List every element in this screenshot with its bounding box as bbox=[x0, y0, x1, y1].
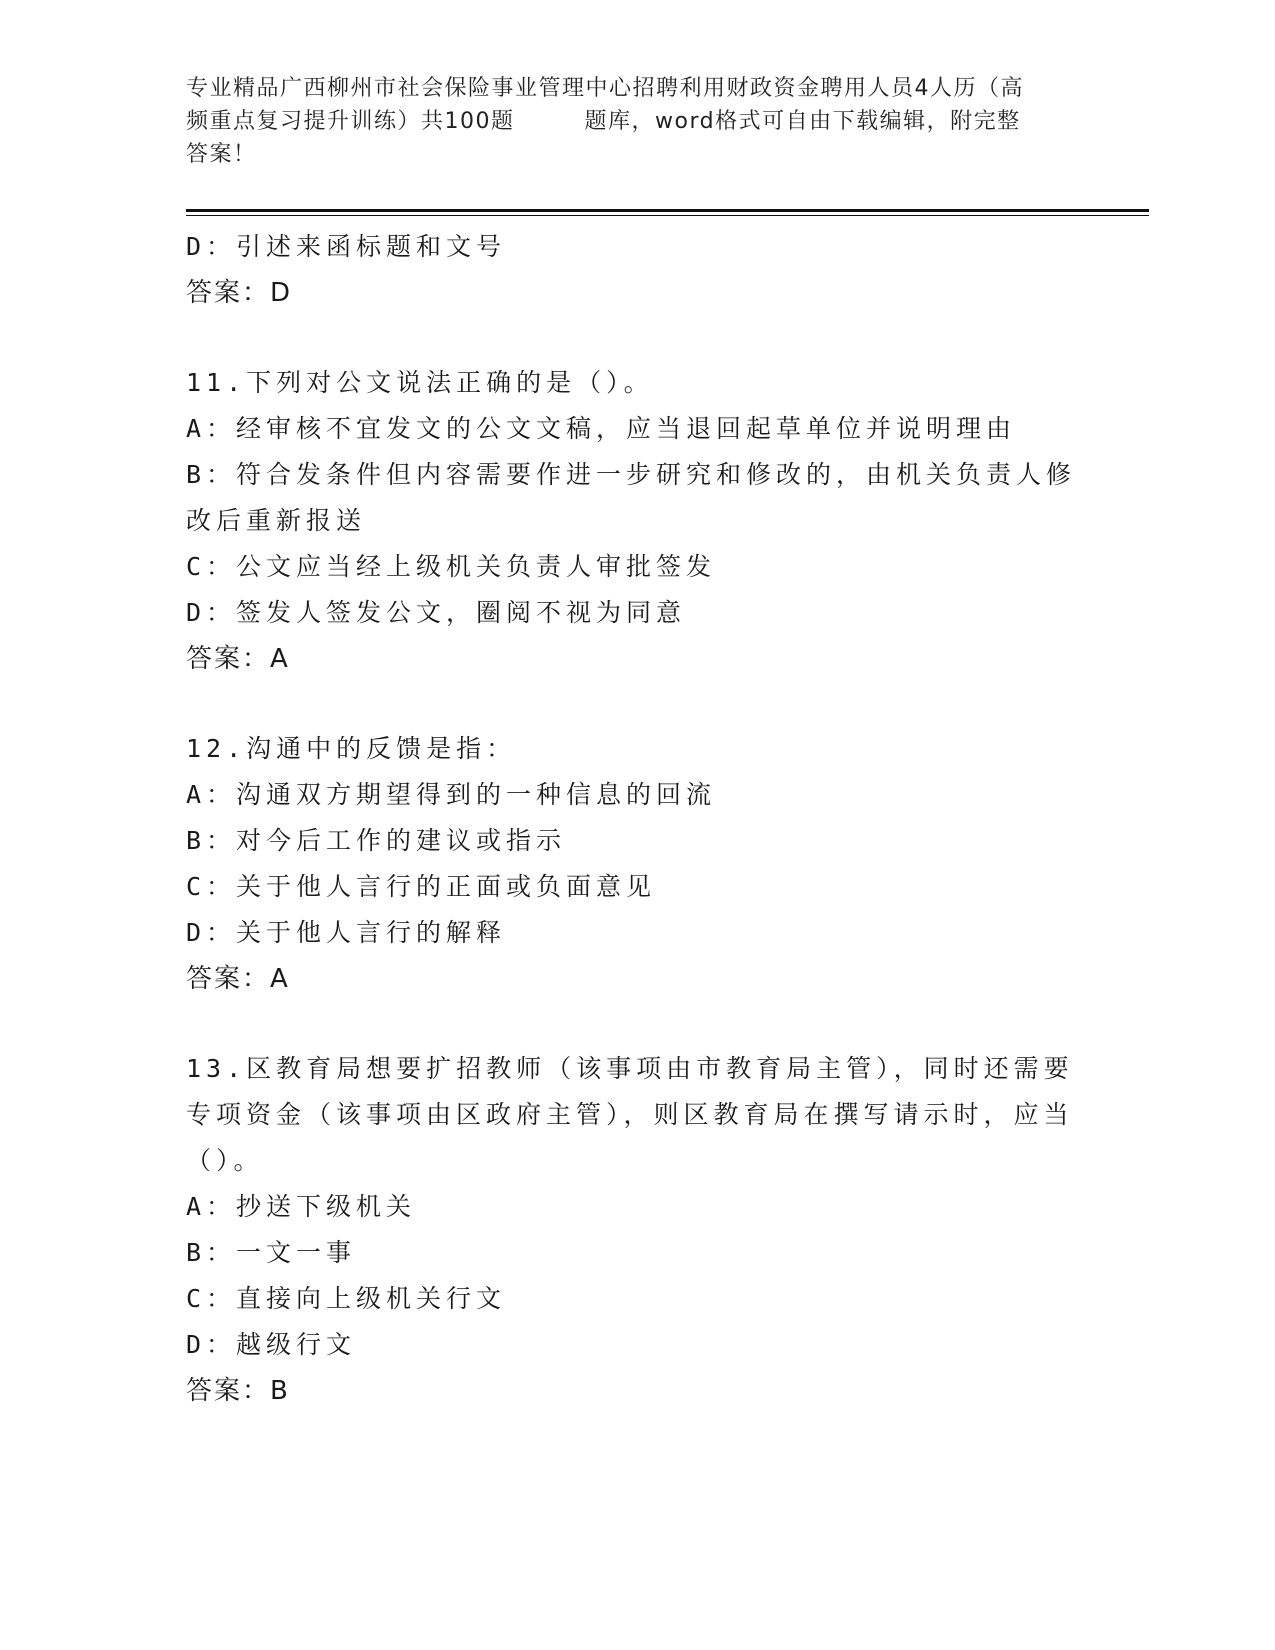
header-line-2-left: 频重点复习提升训练）共100题 bbox=[186, 109, 515, 134]
previous-question-tail bbox=[186, 224, 1086, 316]
document-header bbox=[186, 72, 1086, 171]
option-b: B：对今后工作的建议或指示 bbox=[186, 826, 567, 855]
option-d: D：关于他人言行的解释 bbox=[186, 918, 507, 947]
header-line-2 bbox=[186, 105, 1086, 138]
question-stem: 13.区教育局想要扩招教师（该事项由市教育局主管），同时还需要专项资金（该事项由区政府主管），则区教育局在撰写请示时，应当（）。 bbox=[186, 1054, 1074, 1175]
option-c: C：直接向上级机关行文 bbox=[186, 1284, 507, 1313]
header-line-3: 答案！ bbox=[186, 142, 257, 167]
question-11 bbox=[186, 360, 1086, 682]
option-d: D：引述来函标题和文号 bbox=[186, 232, 507, 261]
question-12 bbox=[186, 726, 1086, 1002]
header-rule-thin bbox=[186, 215, 1149, 216]
answer-line: 答案：D bbox=[186, 278, 293, 308]
header-rule-thick bbox=[186, 209, 1149, 212]
option-b: B：符合发条件但内容需要作进一步研究和修改的，由机关负责人修改后重新报送 bbox=[186, 460, 1077, 535]
option-a: A：沟通双方期望得到的一种信息的回流 bbox=[186, 780, 717, 809]
header-line-2-right: 题库，word格式可自由下载编辑，附完整 bbox=[584, 109, 1021, 134]
option-d: D：越级行文 bbox=[186, 1330, 357, 1359]
header-line-1: 专业精品广西柳州市社会保险事业管理中心招聘利用财政资金聘用人员4人历（高 bbox=[186, 76, 1024, 101]
answer-line: 答案：A bbox=[186, 964, 290, 994]
question-stem: 11.下列对公文说法正确的是（）。 bbox=[186, 368, 654, 397]
question-13 bbox=[186, 1046, 1086, 1414]
question-stem: 12.沟通中的反馈是指： bbox=[186, 734, 517, 763]
answer-line: 答案：A bbox=[186, 644, 290, 674]
answer-line: 答案：B bbox=[186, 1376, 290, 1406]
option-d: D：签发人签发公文，圈阅不视为同意 bbox=[186, 598, 687, 627]
option-c: C：公文应当经上级机关负责人审批签发 bbox=[186, 552, 717, 581]
option-a: A：经审核不宜发文的公文文稿，应当退回起草单位并说明理由 bbox=[186, 414, 1017, 443]
option-b: B：一文一事 bbox=[186, 1238, 357, 1267]
option-c: C：关于他人言行的正面或负面意见 bbox=[186, 872, 657, 901]
question-list bbox=[186, 224, 1086, 1414]
option-a: A：抄送下级机关 bbox=[186, 1192, 417, 1221]
